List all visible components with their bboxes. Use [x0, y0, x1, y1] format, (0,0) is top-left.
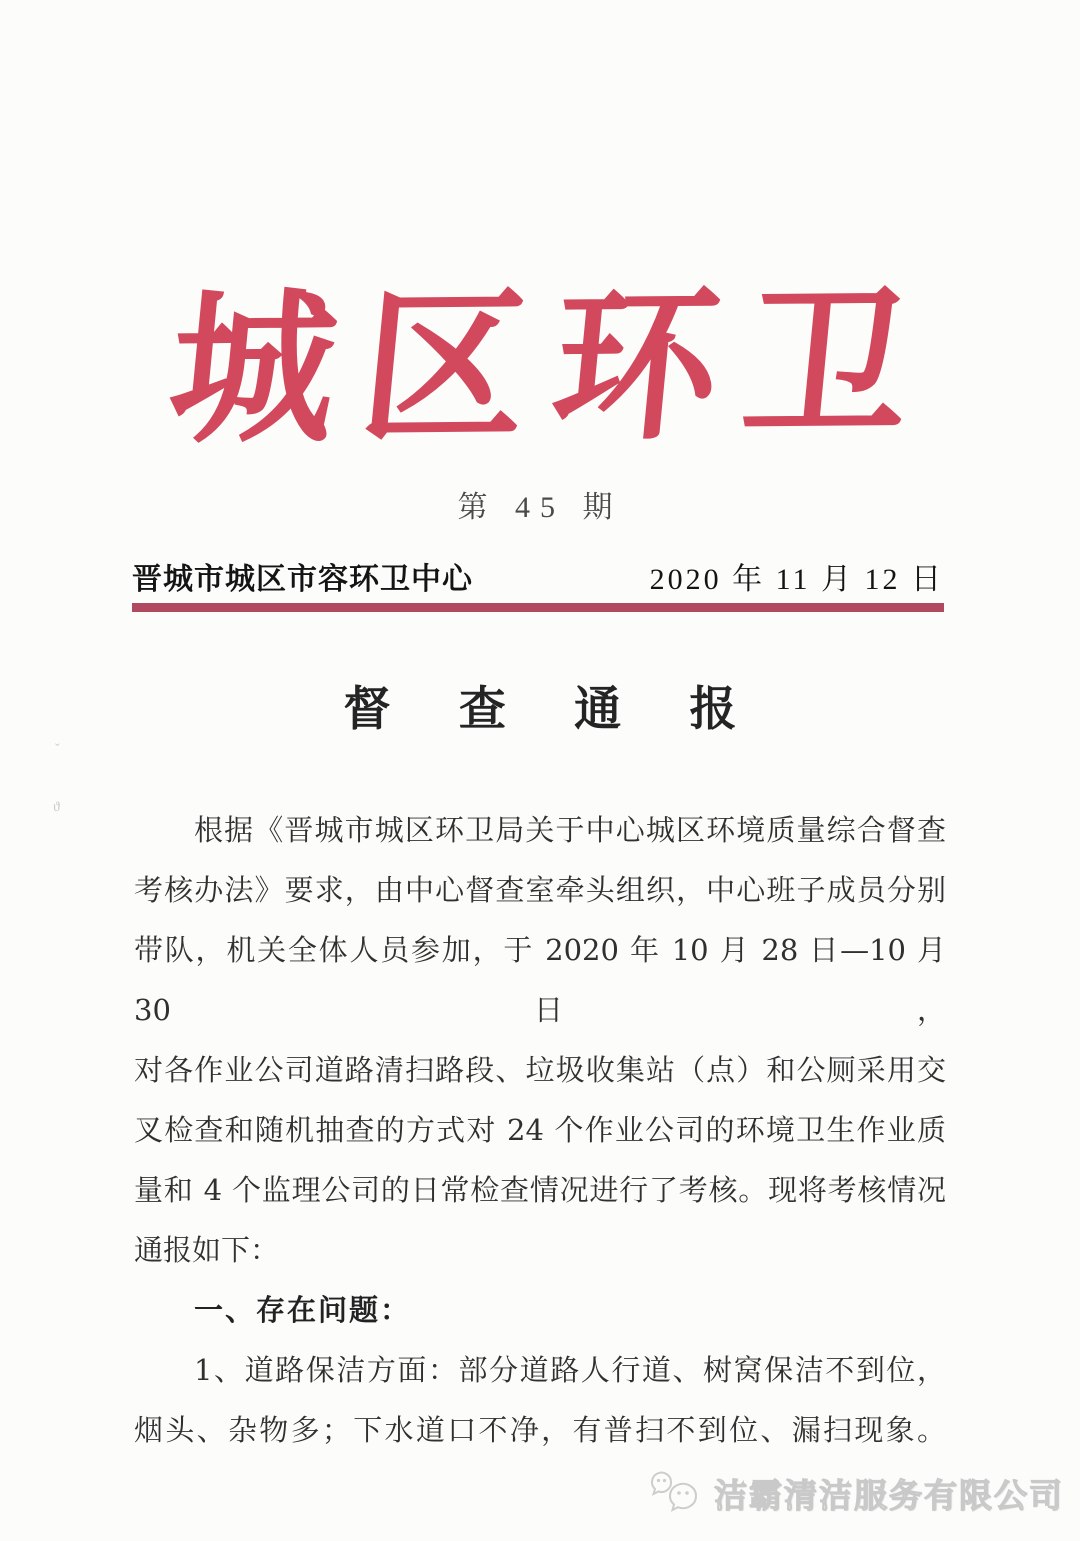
- header-row: [132, 554, 944, 598]
- scan-smudge: ˇ: [55, 742, 60, 757]
- watermark-text: 洁霸清洁服务有限公司: [714, 1476, 1064, 1515]
- document-title: 督 查 通 报: [343, 682, 763, 737]
- issue-number: 第 45 期: [457, 491, 623, 524]
- body-line: 带队，机关全体人员参加，于 2020 年 10 月 28 日—10 月 30 日，: [134, 933, 946, 1027]
- masthead-title: 城区环卫: [161, 267, 945, 467]
- section-heading: 一、存在问题：: [194, 1293, 412, 1327]
- body-line: 根据《晋城市城区环卫局关于中心城区环境质量综合督查: [194, 813, 946, 847]
- watermark: [650, 1470, 1064, 1517]
- body-line: 烟头、杂物多；下水道口不净，有普扫不到位、漏扫现象。: [134, 1413, 946, 1447]
- body-line: 量和 4 个监理公司的日常检查情况进行了考核。现将考核情况: [134, 1173, 946, 1207]
- body-line: 通报如下：: [134, 1233, 280, 1267]
- document-body: [134, 800, 946, 1460]
- body-line: 考核办法》要求，由中心督查室牵头组织，中心班子成员分别: [134, 873, 946, 907]
- red-divider-rule: [132, 603, 944, 612]
- wechat-icon: [650, 1471, 706, 1517]
- publish-date: 2020 年 11 月 12 日: [649, 563, 944, 596]
- publisher-name: 晋城市城区市容环卫中心: [132, 562, 473, 597]
- body-line: 1、道路保洁方面：部分道路人行道、树窝保洁不到位，: [194, 1353, 946, 1387]
- body-line: 对各作业公司道路清扫路段、垃圾收集站（点）和公厕采用交: [134, 1053, 946, 1087]
- body-line: 叉检查和随机抽查的方式对 24 个作业公司的环境卫生作业质: [134, 1113, 946, 1147]
- scan-smudge: ϑ: [53, 800, 60, 815]
